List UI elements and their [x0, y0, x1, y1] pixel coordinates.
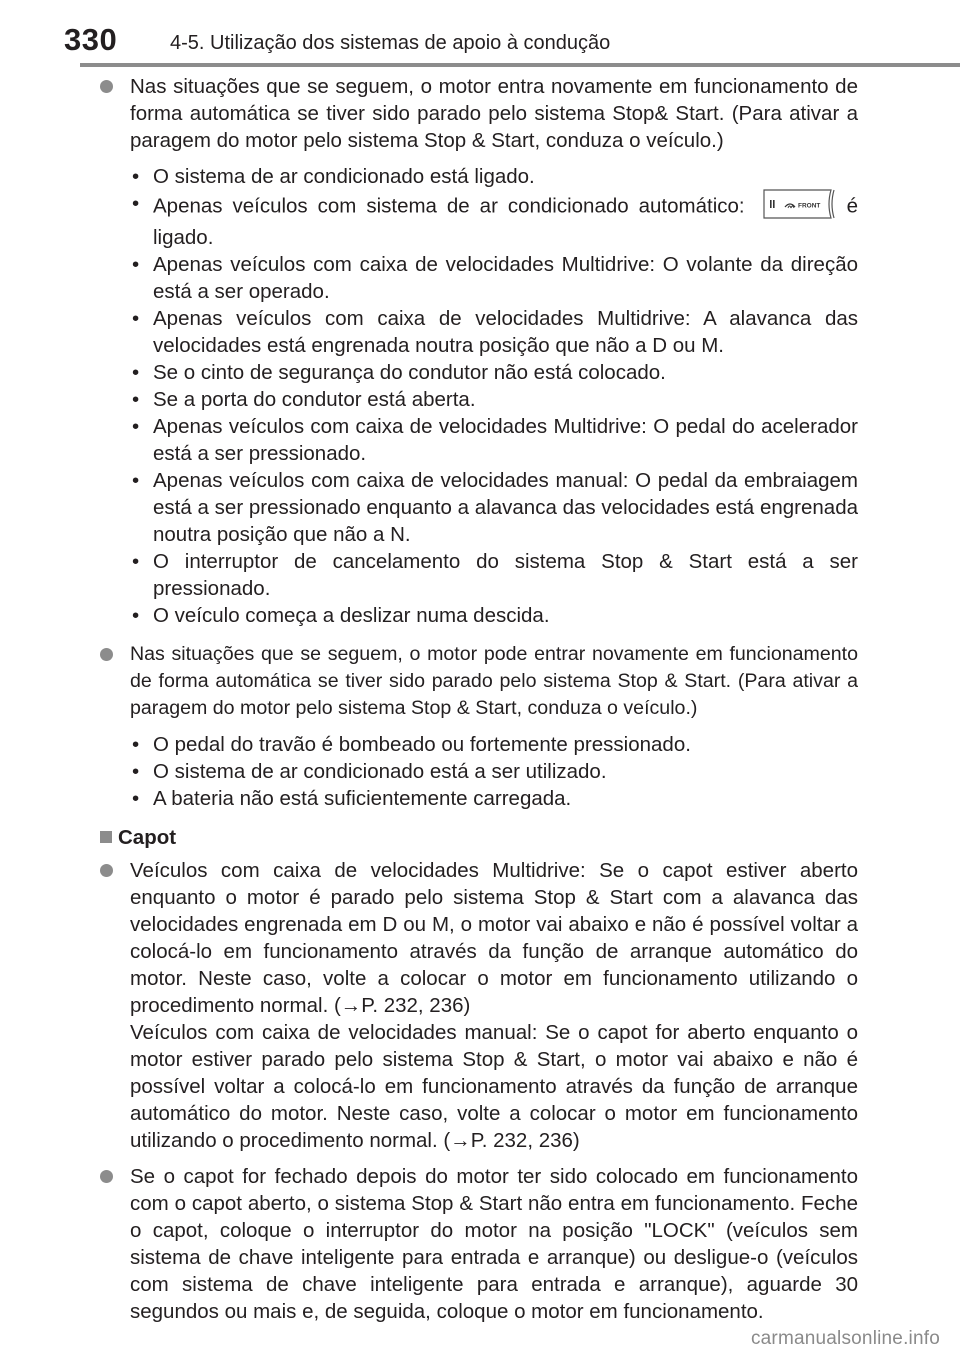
bullet-dot-icon — [100, 864, 113, 877]
list-item: • O sistema de ar condicionado está a ser utilizado. — [132, 760, 607, 783]
list-item: • Apenas veículos com caixa de velocidades Multidrive: O volante da direção está a ser operado. — [132, 253, 858, 303]
list-item: • Se o cinto de segurança do condutor não está colocado. — [132, 361, 666, 384]
page-header — [0, 0, 960, 70]
possible-restart-list — [130, 731, 858, 812]
paragraph-capot-closed — [100, 1163, 858, 1325]
page-content — [100, 73, 858, 1334]
paragraph-text: Nas situações que se seguem, o motor entra novamente em funcionamento de forma automática se tiver sido parado pelo sistema Stop& Start. (Para ativar a paragem do motor pelo sistema Stop & Start, conduza o veículo.) — [130, 75, 858, 152]
watermark: carmanualsonline.info — [750, 1328, 940, 1349]
list-item: • O pedal do travão é bombeado ou fortemente pressionado. — [132, 733, 691, 756]
square-bullet-icon — [100, 831, 112, 843]
front-defroster-icon — [761, 187, 839, 221]
paragraph-text: Veículos com caixa de velocidades Multidrive: Se o capot estiver aberto enquanto o motor é parado pelo sistema Stop & Start com a alavanca das velocidades engrenada em D ou M, o motor vai abaixo e não é possível voltar a colocá-lo em funcionamento através da função de arranque automático do motor. Neste caso, volte a colocar o motor em funcionamento utilizando o procedimento normal. (→P. 232, 236) — [130, 859, 858, 1017]
list-item: • O interruptor de cancelamento do sistema Stop & Start está a ser pressionado. — [132, 550, 858, 600]
restart-conditions-list — [130, 163, 858, 629]
header-divider — [80, 63, 960, 67]
section-heading-capot: Capot — [100, 824, 858, 851]
list-item: • Apenas veículos com caixa de velocidades manual: O pedal da embraiagem está a ser pressionado enquanto a alavanca das velocidades está engrenada noutra posição que não a N. — [132, 469, 858, 546]
paragraph-text: Se o capot for fechado depois do motor ter sido colocado em funcionamento com o capot aberto, o sistema Stop & Start não entra em funcionamento. Feche o capot, coloque o interruptor do motor na posição "LOCK" (veículos sem sistema de chave inteligente para entrada e arranque) ou desligue-o (veículos com sistema de chave inteligente para entrada e arranque), aguarde 30 segundos ou mais e, de seguida, coloque o motor em funcionamento. — [130, 1165, 858, 1323]
section-title: 4-5. Utilização dos sistemas de apoio à condução — [170, 32, 611, 54]
paragraph-text: Nas situações que se seguem, o motor pode entrar novamente em funcionamento de forma automática se tiver sido parado pelo sistema Stop & Start. (Para ativar a paragem do motor pelo sistema Stop & Start, conduza o veículo.) — [130, 643, 858, 719]
svg-text:FRONT: FRONT — [797, 202, 820, 210]
list-item: • O veículo começa a deslizar numa descida. — [132, 604, 550, 627]
bullet-dot-icon — [100, 80, 113, 93]
page-number: 330 — [64, 22, 118, 57]
paragraph-capot-open — [100, 857, 858, 1154]
list-item: • A bateria não está suficientemente carregada. — [132, 787, 572, 810]
list-item: • O sistema de ar condicionado está ligado. — [132, 165, 535, 188]
list-item-ac-automatic: • Apenas veículos com sistema de ar condicionado automático: FRONT é ligado. — [130, 190, 858, 251]
list-item: • Apenas veículos com caixa de velocidades Multidrive: O pedal do acelerador está a ser pressionado. — [132, 415, 858, 465]
paragraph-auto-restart — [100, 73, 858, 154]
bullet-dot-icon — [100, 1170, 113, 1183]
bullet-dot-icon — [100, 648, 113, 661]
paragraph-possible-restart — [100, 641, 858, 722]
list-item: • Apenas veículos com caixa de velocidades Multidrive: A alavanca das velocidades está engrenada noutra posição que não a D ou M. — [132, 307, 858, 357]
list-item: • Se a porta do condutor está aberta. — [132, 388, 476, 411]
paragraph-text: Veículos com caixa de velocidades manual: Se o capot for aberto enquanto o motor estiver parado pelo sistema Stop & Start, o motor vai abaixo e não é possível voltar a colocá-lo em funcionamento através da função de arranque automático do motor. Neste caso, volte a colocar o motor em funcionamento utilizando o procedimento normal. (→P. 232, 236) — [130, 1021, 858, 1152]
